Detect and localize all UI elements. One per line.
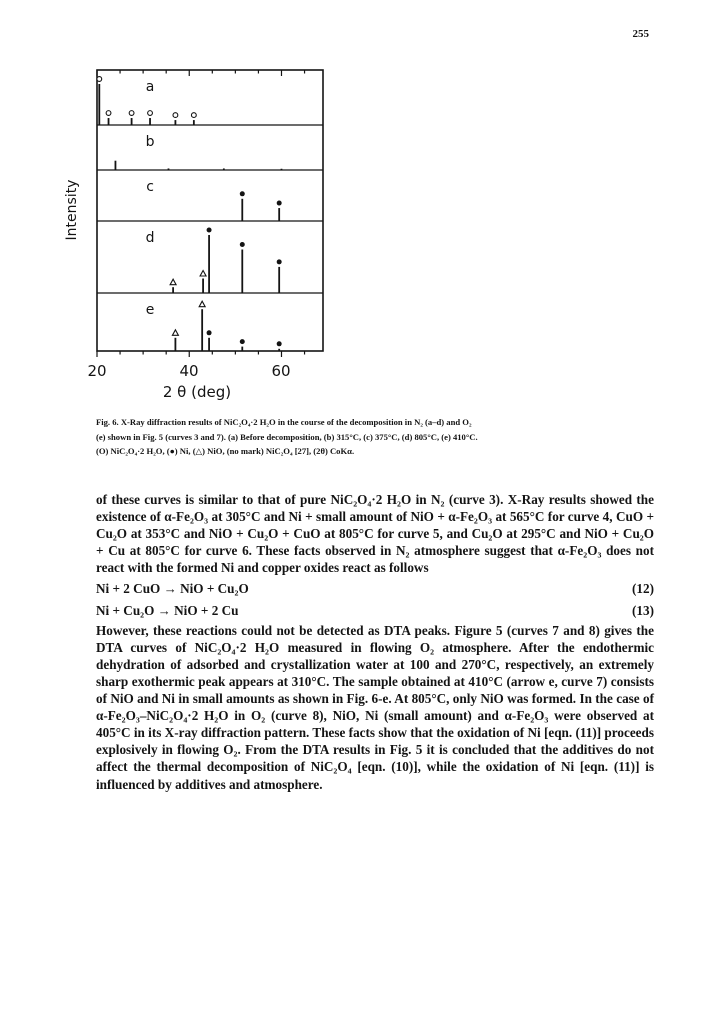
- nio-marker: [199, 301, 205, 307]
- nic2o4-hydrate-marker: [148, 111, 153, 116]
- equation-text: Ni + Cu₂O → NiO + 2 Cu: [96, 602, 239, 618]
- xrd-figure: [60, 58, 350, 403]
- panel-label: e: [145, 302, 155, 318]
- figure-caption: [96, 415, 654, 459]
- panel-label: d: [145, 230, 155, 246]
- paragraph: of these curves is similar to that of pure NiC₂O₄·2 H₂O in N₂ (curve 3). X-Ray results showed the existence of α-Fe₂O₃ at 305°C and Ni + small amount of NiO + α-Fe₂O₃ at 565°C for curve 4, CuO + Cu₂O at 353°C and NiO + Cu₂O + CuO at 805°C for curve 5, and Cu₂O at 295°C and NiO + Cu₂O + Cu at 805°C for curve 6. These facts observed in N₂ atmosphere suggest that α-Fe₂O₃ does not react with the formed Ni and copper oxides react as follows: [96, 492, 654, 576]
- panel-label: b: [145, 134, 155, 150]
- nic2o4-hydrate-marker: [173, 113, 178, 118]
- x-tick-label-60: 60: [271, 362, 291, 380]
- equation-number: (13): [632, 602, 654, 618]
- nio-marker: [170, 279, 176, 285]
- ni-marker: [277, 341, 282, 346]
- ni-marker: [207, 330, 212, 335]
- caption-line: Fig. 6. X-Ray diffraction results of NiC₂O₄·2 H₂O in the course of the decomposition in N₂ (a–d) and O₂: [96, 417, 472, 427]
- nio-marker: [200, 271, 206, 277]
- x-tick-label-40: 40: [179, 362, 199, 380]
- ni-marker: [240, 339, 245, 344]
- paragraph: However, these reactions could not be detected as DTA peaks. Figure 5 (curves 7 and 8) gives the DTA curves of NiC₂O₄·2 H₂O measured in flowing O₂ atmosphere. After the endothermic dehydration of adsorbed and crystallization water at 100 and 270°C, respectively, an extremely sharp exothermic peak appears at 310°C. The sample obtained at 410°C (arrow e, curve 7) consists of NiO and Ni in small amounts as shown in Fig. 6-e. At 805°C, only NiO was formed. In the case of α-Fe₂O₃–NiC₂O₄·2 H₂O in O₂ (curve 8), NiO, Ni (small amount) and α-Fe₂O₃ were observed at 405°C in its X-ray diffraction pattern. These facts show that the oxidation of Ni [eqn. (11)] proceeds explosively in flowing O₂. From the DTA results in Fig. 5 it is concluded that the additives do not affect the thermal decomposition of NiC₂O₄ [eqn. (10)], while the oxidation of Ni [eqn. (11)] is influenced by additives and atmosphere.: [96, 622, 654, 792]
- page-number: 255: [632, 28, 649, 40]
- nic2o4-hydrate-marker: [191, 113, 196, 118]
- x-tick-label-20: 20: [87, 362, 107, 380]
- nio-marker: [172, 330, 178, 336]
- equation-13: [96, 602, 654, 619]
- bottom-tick-marks: [97, 351, 305, 357]
- body-text: [96, 491, 654, 793]
- nic2o4-hydrate-marker: [129, 111, 134, 116]
- ni-marker: [207, 228, 212, 233]
- panel-label: c: [146, 179, 154, 195]
- panel-label: a: [145, 79, 155, 95]
- equation-number: (12): [632, 581, 654, 597]
- y-axis-label: Intensity: [64, 179, 80, 241]
- caption-line: (O) NiC₂O₄·2 H₂O, (●) Ni, (△) NiO, (no mark) NiC₂O₄ [27], (2θ) CoKα.: [96, 446, 355, 456]
- x-axis-label: 2 θ (deg): [162, 383, 232, 401]
- top-tick-marks: [97, 70, 305, 76]
- panel-e: [146, 301, 282, 351]
- panel-b: [115, 134, 281, 170]
- equation-text: Ni + 2 CuO → NiO + Cu₂O: [96, 581, 249, 597]
- diffraction-panels: [97, 77, 282, 351]
- panel-d: [146, 228, 282, 294]
- panel-a: [97, 77, 196, 125]
- nic2o4-hydrate-marker: [97, 77, 102, 82]
- panel-c: [146, 179, 281, 221]
- caption-line: (e) shown in Fig. 5 (curves 3 and 7). (a) Before decomposition, (b) 315°C, (c) 375°C, (d) 805°C, (e) 410°C.: [96, 431, 478, 442]
- ni-marker: [277, 201, 282, 206]
- nic2o4-hydrate-marker: [106, 111, 111, 116]
- ni-marker: [240, 242, 245, 247]
- equation-12: [96, 580, 654, 597]
- ni-marker: [277, 259, 282, 264]
- ni-marker: [240, 191, 245, 196]
